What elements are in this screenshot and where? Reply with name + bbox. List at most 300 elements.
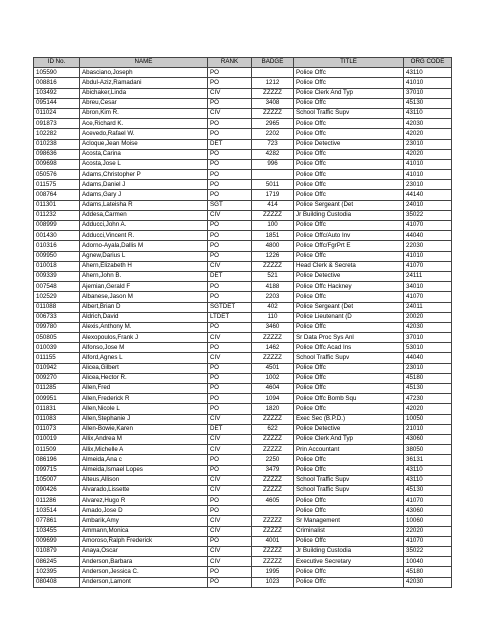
- table-row: [34, 149, 452, 159]
- cell-rank: PO: [208, 384, 252, 394]
- cell-name: Anderson,Jessica C.: [80, 567, 208, 577]
- cell-badge: 1462: [252, 343, 294, 353]
- cell-badge: 4604: [252, 384, 294, 394]
- cell-rank: PO: [208, 496, 252, 506]
- cell-badge: 4501: [252, 363, 294, 373]
- cell-name: Anaya,Oscar: [80, 547, 208, 557]
- cell-name: Abichaker,Linda: [80, 88, 208, 98]
- cell-badge: ZZZZZ: [252, 333, 294, 343]
- cell-name: Albert,Brian D: [80, 302, 208, 312]
- cell-rank: SGT: [208, 200, 252, 210]
- cell-org-code: 37010: [404, 333, 452, 343]
- cell-name: Aldrich,David: [80, 312, 208, 322]
- cell-org-code: 10040: [404, 557, 452, 567]
- table-row: [34, 394, 452, 404]
- cell-id: 010942: [34, 363, 80, 373]
- cell-name: Adducci,Vincent R.: [80, 231, 208, 241]
- cell-id: 008816: [34, 78, 80, 88]
- cell-id: 010316: [34, 241, 80, 251]
- cell-title: Police Offc: [294, 567, 404, 577]
- cell-rank: PO: [208, 363, 252, 373]
- cell-title: Jr Building Custodia: [294, 547, 404, 557]
- cell-name: Agnew,Darius L: [80, 251, 208, 261]
- cell-org-code: 41070: [404, 536, 452, 546]
- cell-title: Police Offc: [294, 159, 404, 169]
- cell-name: Ahern,John B.: [80, 271, 208, 281]
- cell-id: 008764: [34, 190, 80, 200]
- cell-id: 011831: [34, 404, 80, 414]
- cell-title: School Traffic Supv: [294, 475, 404, 485]
- cell-id: 009270: [34, 373, 80, 383]
- cell-badge: 1851: [252, 231, 294, 241]
- cell-org-code: 37010: [404, 88, 452, 98]
- cell-id: 103514: [34, 506, 80, 516]
- col-header-badge: BADGE: [252, 58, 294, 68]
- cell-org-code: 23010: [404, 139, 452, 149]
- cell-rank: CIV: [208, 414, 252, 424]
- table-row: [34, 343, 452, 353]
- cell-rank: PO: [208, 465, 252, 475]
- cell-badge: ZZZZZ: [252, 261, 294, 271]
- cell-name: Abdul-Aziz,Ramadani: [80, 78, 208, 88]
- cell-org-code: 44040: [404, 231, 452, 241]
- table-row: [34, 404, 452, 414]
- cell-rank: PO: [208, 180, 252, 190]
- table-row: [34, 271, 452, 281]
- cell-org-code: 44140: [404, 190, 452, 200]
- cell-org-code: 36131: [404, 455, 452, 465]
- cell-badge: 1023: [252, 577, 294, 587]
- table-row: [34, 536, 452, 546]
- table-row: [34, 333, 452, 343]
- cell-badge: ZZZZZ: [252, 88, 294, 98]
- table-row: [34, 241, 452, 251]
- cell-id: 011509: [34, 445, 80, 455]
- cell-rank: PO: [208, 241, 252, 251]
- cell-name: Acevedo,Rafael W.: [80, 129, 208, 139]
- cell-id: 011301: [34, 200, 80, 210]
- col-header-title: TITLE: [294, 58, 404, 68]
- cell-rank: CIV: [208, 516, 252, 526]
- cell-badge: 100: [252, 221, 294, 231]
- cell-title: Police Offc: [294, 149, 404, 159]
- cell-name: Addesa,Carmen: [80, 210, 208, 220]
- cell-name: Alicea,Gilbert: [80, 363, 208, 373]
- cell-badge: 3479: [252, 465, 294, 475]
- cell-name: Alford,Agnes L: [80, 353, 208, 363]
- cell-rank: PO: [208, 98, 252, 108]
- table-row: [34, 108, 452, 118]
- cell-org-code: 42030: [404, 322, 452, 332]
- table-row: [34, 231, 452, 241]
- cell-title: School Traffic Supv: [294, 353, 404, 363]
- cell-rank: PO: [208, 149, 252, 159]
- cell-id: 009950: [34, 251, 80, 261]
- cell-rank: CIV: [208, 261, 252, 271]
- cell-badge: ZZZZZ: [252, 414, 294, 424]
- cell-org-code: 42020: [404, 149, 452, 159]
- cell-org-code: 45180: [404, 567, 452, 577]
- cell-name: Allen-Bowie,Karen: [80, 424, 208, 434]
- cell-badge: 1995: [252, 567, 294, 577]
- cell-org-code: 42030: [404, 577, 452, 587]
- cell-org-code: 41070: [404, 292, 452, 302]
- cell-rank: CIV: [208, 353, 252, 363]
- cell-name: Allen,Fred: [80, 384, 208, 394]
- table-row: [34, 455, 452, 465]
- cell-rank: PO: [208, 455, 252, 465]
- table-row: [34, 159, 452, 169]
- cell-badge: ZZZZZ: [252, 210, 294, 220]
- cell-id: 009951: [34, 394, 80, 404]
- cell-badge: 1719: [252, 190, 294, 200]
- cell-name: Acosta,Carina: [80, 149, 208, 159]
- cell-title: School Traffic Supv: [294, 485, 404, 495]
- table-row: [34, 547, 452, 557]
- cell-rank: DET: [208, 139, 252, 149]
- cell-id: 102395: [34, 567, 80, 577]
- cell-org-code: 41070: [404, 261, 452, 271]
- cell-title: Police Clerk And Typ: [294, 434, 404, 444]
- cell-badge: 4800: [252, 241, 294, 251]
- table-row: [34, 221, 452, 231]
- cell-title: Criminalist: [294, 526, 404, 536]
- cell-org-code: 42020: [404, 404, 452, 414]
- cell-title: Police Offc: [294, 465, 404, 475]
- cell-name: Abron,Kim R.: [80, 108, 208, 118]
- cell-org-code: 44040: [404, 353, 452, 363]
- cell-badge: 3408: [252, 98, 294, 108]
- cell-title: Prin Accountant: [294, 445, 404, 455]
- cell-title: Police Offc: [294, 129, 404, 139]
- cell-badge: 723: [252, 139, 294, 149]
- cell-title: Police Offc: [294, 363, 404, 373]
- table-body: [34, 68, 452, 588]
- cell-name: Alexis,Anthony M.: [80, 322, 208, 332]
- cell-id: 001430: [34, 231, 80, 241]
- cell-badge: 996: [252, 159, 294, 169]
- cell-title: Police Offc: [294, 119, 404, 129]
- cell-id: 011155: [34, 353, 80, 363]
- cell-name: Acosta,Jose L: [80, 159, 208, 169]
- cell-name: Albanese,Jason M: [80, 292, 208, 302]
- cell-rank: CIV: [208, 547, 252, 557]
- table-row: [34, 78, 452, 88]
- cell-org-code: 42030: [404, 119, 452, 129]
- cell-rank: CIV: [208, 108, 252, 118]
- cell-id: 050805: [34, 333, 80, 343]
- cell-org-code: 43060: [404, 434, 452, 444]
- cell-name: Alteus,Allison: [80, 475, 208, 485]
- table-row: [34, 485, 452, 495]
- cell-org-code: 45130: [404, 384, 452, 394]
- cell-rank: CIV: [208, 445, 252, 455]
- cell-title: Police Offc: [294, 373, 404, 383]
- cell-badge: 4188: [252, 282, 294, 292]
- cell-id: 080408: [34, 577, 80, 587]
- col-header-org-code: ORG CODE: [404, 58, 452, 68]
- cell-name: Anderson,Lamont: [80, 577, 208, 587]
- cell-title: Sr Data Proc Sys Anl: [294, 333, 404, 343]
- cell-name: Anderson,Barbara: [80, 557, 208, 567]
- cell-name: Abasciano,Joseph: [80, 68, 208, 78]
- cell-rank: PO: [208, 231, 252, 241]
- cell-rank: PO: [208, 159, 252, 169]
- cell-rank: PO: [208, 506, 252, 516]
- cell-org-code: 24111: [404, 271, 452, 281]
- cell-badge: ZZZZZ: [252, 108, 294, 118]
- cell-title: Police Lieutenant (D: [294, 312, 404, 322]
- table-row: [34, 322, 452, 332]
- table-row: [34, 170, 452, 180]
- cell-title: Police Offc Acad Ins: [294, 343, 404, 353]
- cell-org-code: 41010: [404, 170, 452, 180]
- cell-org-code: 45180: [404, 373, 452, 383]
- cell-org-code: 23010: [404, 363, 452, 373]
- cell-org-code: 20020: [404, 312, 452, 322]
- cell-org-code: 43110: [404, 475, 452, 485]
- cell-rank: PO: [208, 78, 252, 88]
- cell-id: 011232: [34, 210, 80, 220]
- cell-id: 009339: [34, 271, 80, 281]
- cell-title: Police Offc: [294, 190, 404, 200]
- cell-org-code: 10060: [404, 516, 452, 526]
- cell-org-code: 24010: [404, 200, 452, 210]
- cell-id: 086196: [34, 455, 80, 465]
- cell-rank: PO: [208, 343, 252, 353]
- cell-badge: 2203: [252, 292, 294, 302]
- cell-org-code: 41010: [404, 159, 452, 169]
- cell-badge: 2202: [252, 129, 294, 139]
- cell-name: Ambarik,Amy: [80, 516, 208, 526]
- cell-rank: PO: [208, 282, 252, 292]
- cell-rank: PO: [208, 577, 252, 587]
- table-row: [34, 261, 452, 271]
- cell-org-code: 41070: [404, 496, 452, 506]
- cell-name: Alexopoulos,Frank J: [80, 333, 208, 343]
- cell-rank: CIV: [208, 434, 252, 444]
- cell-id: 050576: [34, 170, 80, 180]
- cell-id: 090426: [34, 485, 80, 495]
- cell-badge: [252, 506, 294, 516]
- cell-org-code: 21010: [404, 424, 452, 434]
- cell-title: Police Offc: [294, 180, 404, 190]
- cell-rank: PO: [208, 129, 252, 139]
- cell-org-code: 35022: [404, 547, 452, 557]
- cell-id: 010019: [34, 434, 80, 444]
- cell-rank: PO: [208, 190, 252, 200]
- cell-badge: ZZZZZ: [252, 526, 294, 536]
- cell-title: Police Offc: [294, 98, 404, 108]
- cell-name: Alvarez,Hugo R: [80, 496, 208, 506]
- table-row: [34, 506, 452, 516]
- cell-name: Alicea,Hector R.: [80, 373, 208, 383]
- cell-org-code: 53010: [404, 343, 452, 353]
- table-row: [34, 496, 452, 506]
- cell-badge: 2250: [252, 455, 294, 465]
- cell-rank: PO: [208, 322, 252, 332]
- cell-name: Ace,Richard K.: [80, 119, 208, 129]
- cell-rank: PO: [208, 170, 252, 180]
- table-row: [34, 373, 452, 383]
- cell-name: Adams,Gary J: [80, 190, 208, 200]
- cell-badge: 4001: [252, 536, 294, 546]
- cell-badge: [252, 68, 294, 78]
- table-row: [34, 180, 452, 190]
- cell-rank: CIV: [208, 526, 252, 536]
- cell-name: Amado,Jose D: [80, 506, 208, 516]
- cell-org-code: 24011: [404, 302, 452, 312]
- table-row: [34, 424, 452, 434]
- cell-id: 099715: [34, 465, 80, 475]
- cell-title: Police Offc/Auto Inv: [294, 231, 404, 241]
- cell-id: 011286: [34, 496, 80, 506]
- cell-title: Jr Building Custodia: [294, 210, 404, 220]
- cell-rank: CIV: [208, 475, 252, 485]
- cell-name: Ahern,Elizabeth H: [80, 261, 208, 271]
- roster-table: [33, 57, 452, 588]
- cell-badge: 1212: [252, 78, 294, 88]
- cell-rank: PO: [208, 251, 252, 261]
- table-row: [34, 292, 452, 302]
- cell-badge: ZZZZZ: [252, 353, 294, 363]
- table-row: [34, 567, 452, 577]
- table-row: [34, 384, 452, 394]
- cell-id: 086245: [34, 557, 80, 567]
- table-row: [34, 526, 452, 536]
- cell-badge: ZZZZZ: [252, 445, 294, 455]
- cell-rank: PO: [208, 68, 252, 78]
- table-row: [34, 251, 452, 261]
- cell-title: Executive Secretary: [294, 557, 404, 567]
- table-row: [34, 465, 452, 475]
- cell-id: 077861: [34, 516, 80, 526]
- cell-rank: CIV: [208, 485, 252, 495]
- cell-title: Police Offc: [294, 577, 404, 587]
- cell-org-code: 43110: [404, 465, 452, 475]
- cell-name: Allix,Michelle A: [80, 445, 208, 455]
- cell-name: Adams,Daniel J: [80, 180, 208, 190]
- cell-id: 011073: [34, 424, 80, 434]
- cell-rank: CIV: [208, 333, 252, 343]
- cell-title: Police Offc: [294, 251, 404, 261]
- table-row: [34, 414, 452, 424]
- cell-rank: DET: [208, 271, 252, 281]
- cell-rank: PO: [208, 567, 252, 577]
- cell-rank: CIV: [208, 88, 252, 98]
- cell-badge: ZZZZZ: [252, 475, 294, 485]
- cell-badge: ZZZZZ: [252, 434, 294, 444]
- cell-name: Alfonso,Jose M: [80, 343, 208, 353]
- cell-name: Ammann,Monica: [80, 526, 208, 536]
- cell-name: Adams,Lateisha R: [80, 200, 208, 210]
- cell-id: 009698: [34, 159, 80, 169]
- cell-rank: PO: [208, 119, 252, 129]
- cell-id: 103455: [34, 526, 80, 536]
- cell-id: 010238: [34, 139, 80, 149]
- cell-id: 011285: [34, 384, 80, 394]
- table-header: [34, 58, 452, 68]
- cell-badge: ZZZZZ: [252, 485, 294, 495]
- table-row: [34, 139, 452, 149]
- cell-title: School Traffic Supv: [294, 108, 404, 118]
- cell-id: 095144: [34, 98, 80, 108]
- table-row: [34, 353, 452, 363]
- cell-id: 011088: [34, 302, 80, 312]
- cell-name: Allix,Andrea M: [80, 434, 208, 444]
- cell-title: Police Detective: [294, 424, 404, 434]
- cell-badge: 2965: [252, 119, 294, 129]
- cell-org-code: 43060: [404, 506, 452, 516]
- cell-badge: ZZZZZ: [252, 547, 294, 557]
- cell-org-code: 41010: [404, 251, 452, 261]
- cell-id: 103492: [34, 88, 80, 98]
- table-row: [34, 200, 452, 210]
- cell-org-code: 22030: [404, 241, 452, 251]
- cell-title: Police Offc: [294, 506, 404, 516]
- cell-rank: PO: [208, 536, 252, 546]
- cell-title: Police Offc: [294, 170, 404, 180]
- cell-badge: [252, 170, 294, 180]
- cell-rank: SGTDET: [208, 302, 252, 312]
- cell-badge: 1226: [252, 251, 294, 261]
- cell-title: Police Offc: [294, 384, 404, 394]
- cell-title: Police Offc Hackney: [294, 282, 404, 292]
- cell-id: 105590: [34, 68, 80, 78]
- table-row: [34, 475, 452, 485]
- cell-name: Adducci,John A.: [80, 221, 208, 231]
- cell-badge: 1002: [252, 373, 294, 383]
- cell-badge: ZZZZZ: [252, 557, 294, 567]
- cell-id: 102282: [34, 129, 80, 139]
- cell-id: 011575: [34, 180, 80, 190]
- cell-badge: 5011: [252, 180, 294, 190]
- col-header-id: ID No.: [34, 58, 80, 68]
- cell-rank: DET: [208, 424, 252, 434]
- cell-title: Police Offc: [294, 292, 404, 302]
- cell-title: Sr Management: [294, 516, 404, 526]
- cell-title: Police Offc: [294, 68, 404, 78]
- cell-name: Abreu,Cesar: [80, 98, 208, 108]
- cell-badge: ZZZZZ: [252, 516, 294, 526]
- cell-badge: 402: [252, 302, 294, 312]
- cell-name: Almeida,Ana c: [80, 455, 208, 465]
- cell-id: 007548: [34, 282, 80, 292]
- cell-org-code: 42020: [404, 129, 452, 139]
- cell-rank: PO: [208, 373, 252, 383]
- cell-badge: 1094: [252, 394, 294, 404]
- cell-title: Police Clerk And Typ: [294, 88, 404, 98]
- cell-org-code: 23010: [404, 180, 452, 190]
- cell-title: Police Offc Bomb Squ: [294, 394, 404, 404]
- cell-title: Head Clerk & Secreta: [294, 261, 404, 271]
- cell-org-code: 35022: [404, 210, 452, 220]
- cell-id: 011083: [34, 414, 80, 424]
- cell-title: Police Offc: [294, 78, 404, 88]
- cell-badge: 110: [252, 312, 294, 322]
- cell-name: Almeida,Ismael Lopes: [80, 465, 208, 475]
- col-header-rank: RANK: [208, 58, 252, 68]
- cell-title: Police Sergeant (Det: [294, 302, 404, 312]
- cell-id: 006733: [34, 312, 80, 322]
- cell-badge: 414: [252, 200, 294, 210]
- cell-id: 098636: [34, 149, 80, 159]
- cell-id: 008999: [34, 221, 80, 231]
- cell-title: Police Offc/FgrPrt E: [294, 241, 404, 251]
- cell-org-code: 10050: [404, 414, 452, 424]
- cell-org-code: 45130: [404, 98, 452, 108]
- cell-id: 010039: [34, 343, 80, 353]
